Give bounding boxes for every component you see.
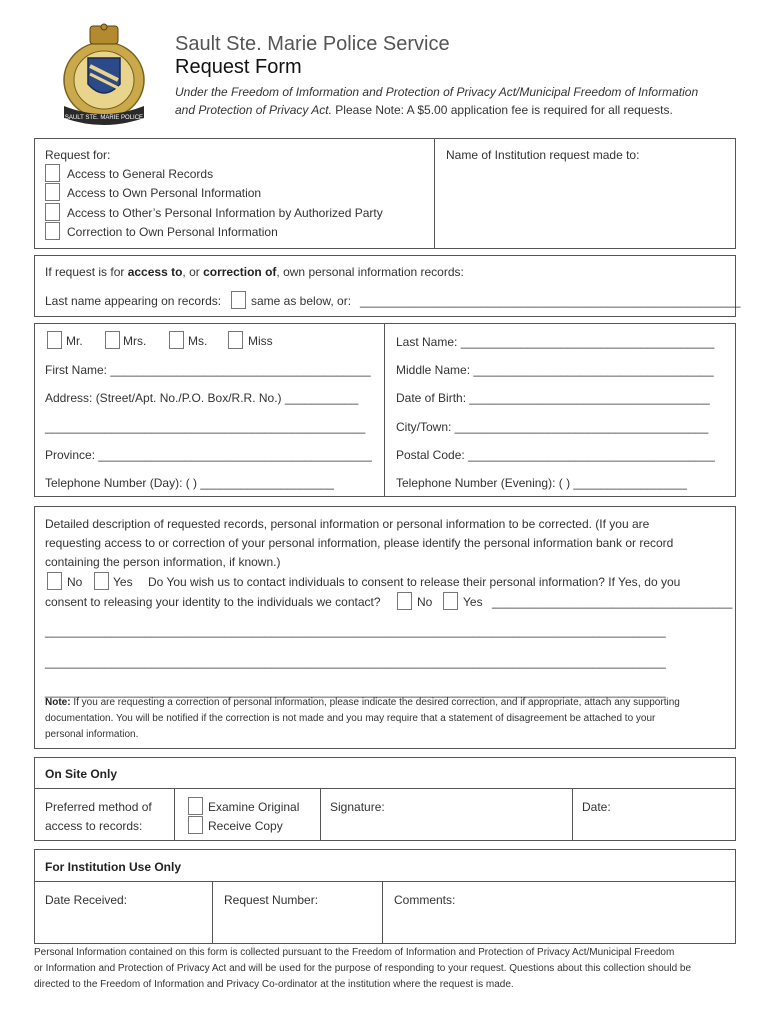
telephone-day-field[interactable]: Telephone Number (Day): ( ) ____________________ <box>45 476 334 490</box>
on-site-title-box <box>34 757 736 789</box>
description-line-1: Detailed description of requested records, personal information or personal information to be corrected. (If you are <box>45 517 650 531</box>
form-title: Request Form <box>175 56 302 78</box>
checkbox-mrs[interactable] <box>105 331 120 349</box>
same-as-below-label: same as below, or: <box>251 294 352 308</box>
contact-yes-label: Yes <box>113 575 133 589</box>
personal-details-section <box>34 323 736 497</box>
telephone-evening-field[interactable]: Telephone Number (Evening): ( ) _________________ <box>396 476 687 490</box>
form-subtitle: Under the Freedom of Imformation and Protection of Privacy Act/Municipal Freedom of Information <box>175 85 699 99</box>
description-line-3: containing the person information, if known.) <box>45 555 281 569</box>
institution-title: For Institution Use Only <box>45 860 182 874</box>
checkbox-own-info[interactable] <box>45 183 60 201</box>
request-for-label: Request for: <box>45 148 111 162</box>
fee-note: Please Note: A $5.00 application fee is required for all requests. <box>331 103 673 117</box>
postal-code-field[interactable]: Postal Code: _____________________________________ <box>396 448 715 462</box>
description-line-2: requesting access to or correction of your personal information, please identify the personal information bank or record <box>45 536 674 550</box>
description-blank-line-2[interactable]: _____________________________________________________________________________________________ <box>45 655 666 669</box>
checkbox-identity-yes[interactable] <box>443 592 458 610</box>
correction-note-3: personal information. <box>45 729 139 740</box>
checkbox-identity-no[interactable] <box>397 592 412 610</box>
checkbox-mr[interactable] <box>47 331 62 349</box>
footer-line-2: or Information and Protection of Privacy Act and will be used for the purpose of responding to your request. Questions about this collection should be <box>34 963 692 974</box>
preferred-method-label-1: Preferred method of <box>45 800 152 814</box>
identity-no-label: No <box>417 595 433 609</box>
description-blank-line-3[interactable]: _____________________________________________________________________________________________ <box>45 684 666 698</box>
first-name-field[interactable]: First Name: _______________________________________ <box>45 363 371 377</box>
option-others-info: Access to Other’s Personal Information by Authorized Party <box>67 206 383 220</box>
identity-yes-label: Yes <box>463 595 483 609</box>
preferred-method-label-2: access to records: <box>45 819 143 833</box>
checkbox-same-as-below[interactable] <box>231 291 246 309</box>
province-field[interactable]: Province: _________________________________________ <box>45 448 372 462</box>
examine-original-label: Examine Original <box>208 800 300 814</box>
institution-name-label: Name of Institution request made to: <box>446 148 640 162</box>
request-number-label: Request Number: <box>224 893 319 907</box>
date-field[interactable] <box>576 815 732 839</box>
city-town-field[interactable]: City/Town: ______________________________________ <box>396 420 709 434</box>
last-name-field[interactable]: Last Name: ______________________________________ <box>396 335 715 349</box>
last-name-records-label: Last name appearing on records: <box>45 294 222 308</box>
option-own-info: Access to Own Personal Information <box>67 186 262 200</box>
receive-copy-label: Receive Copy <box>208 819 283 833</box>
own-records-intro: If request is for access to, or correction of, own personal information records: <box>45 265 464 279</box>
comments-label: Comments: <box>394 893 456 907</box>
signature-field[interactable] <box>324 815 568 839</box>
institution-section <box>34 881 736 944</box>
checkbox-ms[interactable] <box>169 331 184 349</box>
correction-note-2: documentation. You will be notified if the correction is not made and you may require that a statement of disagreement be attached to your <box>45 713 656 724</box>
address-line2-field[interactable]: ________________________________________________ <box>45 420 366 434</box>
on-site-title: On Site Only <box>45 767 118 781</box>
footer-line-1: Personal Information contained on this form is collected pursuant to the Freedom of Information and Protection of Privacy Act/Municipal Freedom <box>34 947 675 958</box>
contact-question-2: consent to releasing your identity to the individuals we contact? <box>45 595 381 609</box>
date-of-birth-field[interactable]: Date of Birth: ____________________________________ <box>396 391 710 405</box>
organization-name: Sault Ste. Marie Police Service <box>175 33 450 55</box>
footer-line-3: directed to the Freedom of Information and Privacy Co-ordinator at the institution where the request is made. <box>34 979 514 990</box>
checkbox-general-records[interactable] <box>45 164 60 182</box>
description-blank-line-1[interactable]: _____________________________________________________________________________________________ <box>45 624 666 638</box>
checkbox-contact-yes[interactable] <box>94 572 109 590</box>
checkbox-receive-copy[interactable] <box>188 816 203 834</box>
title-ms: Ms. <box>188 334 208 348</box>
checkbox-miss[interactable] <box>228 331 243 349</box>
correction-note-1: Note: If you are requesting a correction of personal information, please indicate the desired correction, and if appropriate, attach any supporting <box>45 697 680 708</box>
crest-banner-text: SAULT STE. MARIE POLICE <box>64 115 144 121</box>
checkbox-contact-no[interactable] <box>47 572 62 590</box>
subtitle-italic-2: and Protection of Privacy Act. <box>175 103 332 117</box>
checkbox-examine-original[interactable] <box>188 797 203 815</box>
checkbox-correction[interactable] <box>45 222 60 240</box>
title-mr: Mr. <box>66 334 83 348</box>
date-label: Date: <box>582 800 611 814</box>
title-miss: Miss <box>248 334 273 348</box>
address-field[interactable]: Address: (Street/Apt. No./P.O. Box/R.R. No.) ___________ <box>45 391 359 405</box>
contact-no-label: No <box>67 575 83 589</box>
date-received-label: Date Received: <box>45 893 128 907</box>
identity-yes-field[interactable]: ____________________________________ <box>492 595 733 609</box>
title-mrs: Mrs. <box>123 334 147 348</box>
option-correction: Correction to Own Personal Information <box>67 225 278 239</box>
institution-name-field[interactable] <box>438 166 732 244</box>
police-crest-logo <box>58 22 150 128</box>
middle-name-field[interactable]: Middle Name: ____________________________________ <box>396 363 714 377</box>
contact-question: Do You wish us to contact individuals to consent to release their personal information? If Yes, do you <box>148 575 681 589</box>
signature-label: Signature: <box>330 800 385 814</box>
form-fee-line <box>175 103 673 117</box>
option-general-records: Access to General Records <box>67 167 214 181</box>
checkbox-others-info[interactable] <box>45 203 60 221</box>
last-name-records-field[interactable]: _________________________________________________________ <box>360 294 741 308</box>
